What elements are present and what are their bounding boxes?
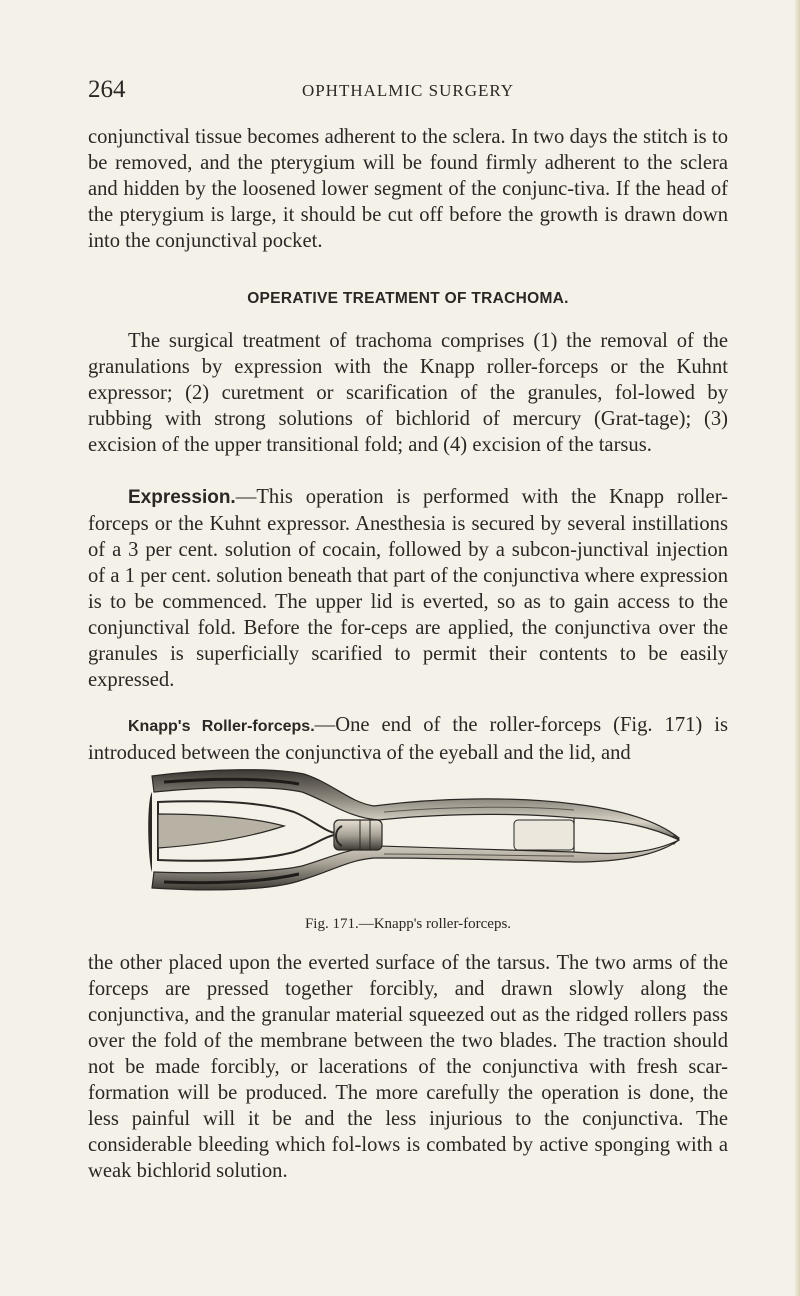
paragraph-trachoma-intro: The surgical treatment of trachoma comprises (1) the removal of the granulations by expression with the Knapp roller-forceps or the Kuhnt expressor; (2) curetment or scarification of the granules, fol-lowed by rubbing with strong solutions of bichlorid of mercury (Grat-tage); (3) excision of the upper transitional fold; and (4) excision of the tarsus. bbox=[88, 330, 728, 456]
roller-forceps-illustration bbox=[134, 762, 684, 902]
expression-text: —This operation is performed with the Knapp roller-forceps or the Kuhnt expressor. Anesthesia is secured by several instillations of a 3 per cent. solution of cocain, followed by a subcon-junctival injection of a 1 per cent. solution beneath that part of the conjunctiva where expression is to be commenced. The upper lid is everted, so as to gain access to the conjunctival fold. Before the for-ceps are applied, the conjunctiva over the granules is superficially scarified to permit their contents to be easily expressed. bbox=[88, 486, 728, 691]
section-heading: OPERATIVE TREATMENT OF TRACHOMA. bbox=[247, 290, 569, 307]
figure-caption: Fig. 171.—Knapp's roller-forceps. bbox=[304, 916, 512, 932]
knapp-text: —One end of the roller-forceps (Fig. 171) is introduced between the conjunctiva of the eyeball and the lid, and bbox=[88, 714, 728, 764]
paragraph-pterygium-end: conjunctival tissue becomes adherent to the sclera. In two days the stitch is to be removed, and the pterygium will be found firmly adherent to the sclera and hidden by the loosened lower segment of the conjunc-tiva. If the head of the pterygium is large, it should be cut off before the growth is drawn down into the conjunctival pocket. bbox=[88, 126, 728, 252]
paragraph-forceps-use: the other placed upon the everted surface of the tarsus. The two arms of the forceps are pressed together forcibly, and drawn slowly along the conjunctiva, and the granular material squeezed out as the ridged rollers pass over the fold of the membrane between the two blades. The traction should not be made forcibly, or lacerations of the conjunctiva with fresh scar-formation will be produced. The more carefully the operation is done, the less painful will it be and the less injurious to the conjunctiva. The considerable bleeding which fol-lows is combated by active sponging with a weak bichlorid solution. bbox=[88, 952, 728, 1182]
figure-171 bbox=[134, 762, 684, 902]
page-edge bbox=[794, 0, 800, 1296]
expression-lead: Expression. bbox=[128, 487, 236, 508]
running-title: OPHTHALMIC SURGERY bbox=[301, 81, 515, 100]
running-head bbox=[88, 76, 728, 108]
knapp-lead: Knapp's Roller-forceps. bbox=[128, 718, 315, 735]
paragraph-expression bbox=[88, 484, 728, 693]
page-number: 264 bbox=[88, 76, 126, 103]
paragraph-knapp bbox=[88, 712, 728, 766]
